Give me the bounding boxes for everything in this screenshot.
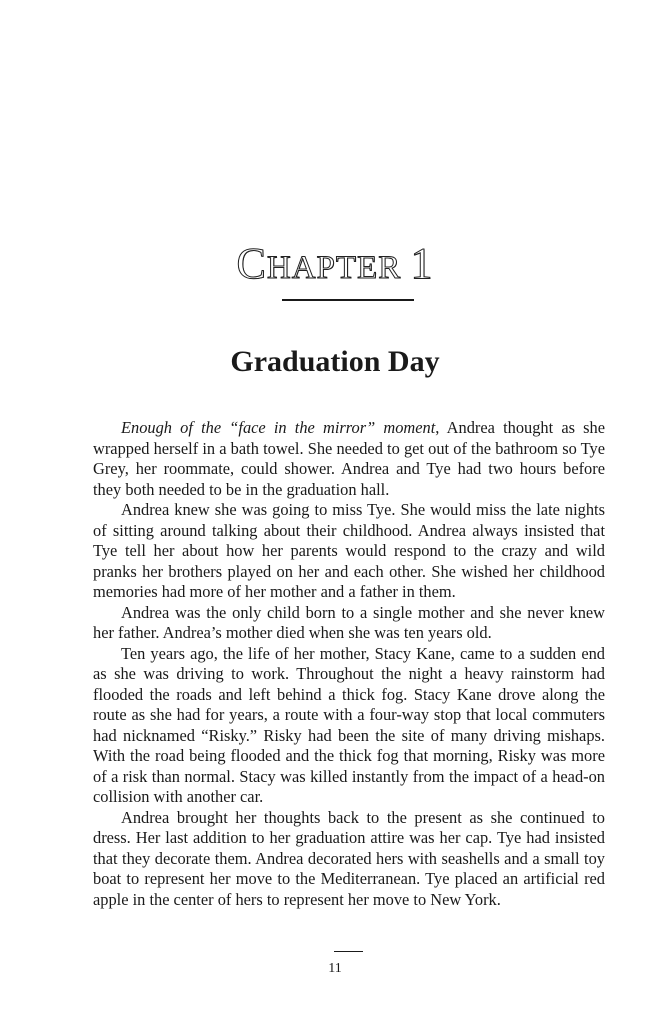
paragraph-1-text: , Andrea thought as she wrapped herself in a bath towel. She needed to get out of the bathroom so Tye Grey, her roommate, could shower. Andrea and Tye had two hours before they both needed to be in the graduation hall. — [93, 418, 606, 499]
chapter-heading — [0, 240, 670, 292]
paragraph-4: Ten years ago, the life of her mother, Stacy Kane, came to a sudden end as she was driving to work. Throughout the night a heavy rainstorm had flooded the roads and left behind a thick fog. Stacy Kane drove along the route as she had for years, a route with a four-way stop that local commuters had nicknamed “Risky.” Risky had been the site of many driving mishaps. With the road being flooded and the thick fog that morning, Risky was more of a risk than normal. Stacy was killed instantly from the impact of a head-on collision with another car. — [93, 643, 605, 806]
chapter-label-initial: C — [236, 239, 267, 288]
paragraph-1 — [93, 418, 605, 500]
chapter-label-rest: HAPTER — [266, 250, 402, 286]
chapter-body — [93, 418, 605, 910]
page-number: 11 — [328, 961, 342, 976]
paragraph-3: Andrea was the only child born to a single mother and she never knew her father. Andrea’s mother died when she was ten years old. — [93, 602, 605, 642]
paragraph-2: Andrea knew she was going to miss Tye. She would miss the late nights of sitting around talking about their childhood. Andrea always insisted that Tye tell her about how her parents would respond to the crazy and wild pranks her brothers played on her and each other. She wished her childhood memories had more of her mother and a father in them. — [93, 500, 605, 601]
paragraph-1-italic: Enough of the “face in the mirror” moment — [121, 418, 436, 437]
chapter-divider — [282, 299, 414, 301]
paragraph-5: Andrea brought her thoughts back to the present as she continued to dress. Her last addition to her graduation attire was her cap. Tye had insisted that they decorate them. Andrea decorated hers with seashells and a small toy boat to represent her move to the Mediterranean. Tye placed an artificial red apple in the center of hers to represent her move to New York. — [93, 807, 605, 909]
folio-divider — [334, 951, 363, 952]
chapter-title: Graduation Day — [230, 345, 440, 378]
chapter-number: 1 — [410, 239, 434, 288]
